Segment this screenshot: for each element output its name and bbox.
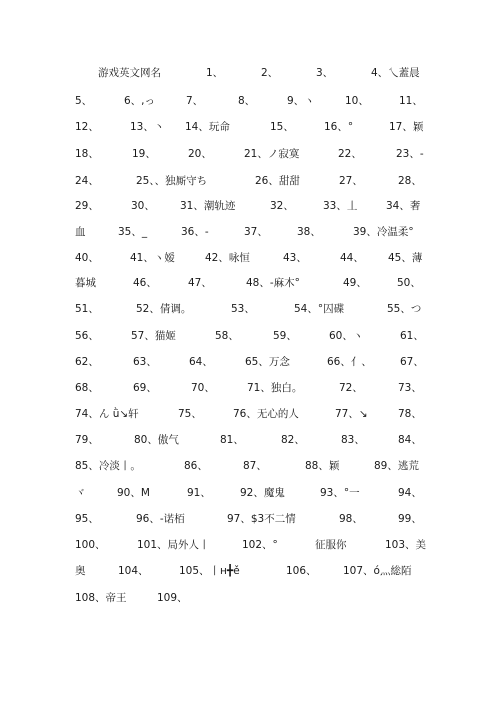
list-entry: 67、 — [400, 356, 424, 368]
text-line — [0, 171, 500, 191]
text-line — [0, 196, 500, 216]
text-line — [0, 378, 500, 398]
list-entry: 19、 — [132, 148, 156, 160]
list-entry: 47、 — [188, 277, 212, 289]
list-entry: 108、帝王 — [75, 592, 127, 604]
list-entry: 18、 — [75, 148, 99, 160]
list-entry: 7、 — [186, 95, 204, 107]
list-entry: 85、冷淡丨。 — [75, 460, 141, 472]
list-entry: 30、 — [131, 200, 155, 212]
list-entry: 1、 — [206, 67, 224, 79]
list-entry: 20、 — [188, 148, 212, 160]
list-entry: 33、丄 — [323, 200, 358, 212]
text-line — [0, 63, 500, 83]
list-entry: 63、 — [133, 356, 157, 368]
list-entry: 56、 — [75, 330, 99, 342]
list-entry: 107、ó灬総陌 — [343, 565, 412, 577]
list-entry: 6、,っ — [124, 95, 156, 107]
list-entry: 61、 — [400, 330, 424, 342]
text-line — [0, 273, 500, 293]
list-entry: 52、倩调。 — [136, 303, 192, 315]
list-entry: 44、 — [340, 252, 364, 264]
list-entry: 39、冷温柔° — [353, 226, 414, 238]
text-line — [0, 326, 500, 346]
list-entry: 72、 — [339, 382, 363, 394]
list-entry: 36、- — [181, 226, 209, 238]
list-entry: 53、 — [231, 303, 255, 315]
text-line — [0, 404, 500, 424]
list-entry: 8、 — [238, 95, 256, 107]
list-entry: 86、 — [184, 460, 208, 472]
list-entry: 83、 — [341, 434, 365, 446]
list-entry: 94、 — [398, 487, 422, 499]
list-entry: 96、-诺栢 — [136, 513, 185, 525]
list-entry: 93、°一 — [320, 487, 360, 499]
text-line — [0, 483, 500, 503]
list-entry: 80、傲气 — [134, 434, 179, 446]
list-entry: 58、 — [215, 330, 239, 342]
list-entry: 32、 — [270, 200, 294, 212]
list-entry: 90、M — [117, 487, 150, 499]
list-entry: 38、 — [297, 226, 321, 238]
list-entry: 78、 — [398, 408, 422, 420]
text-line — [0, 222, 500, 242]
document-title: 游戏英文网名 — [98, 67, 161, 79]
list-entry: 57、猫姬 — [131, 330, 176, 342]
list-entry: 88、颖 — [305, 460, 340, 472]
list-entry: 3、 — [316, 67, 334, 79]
list-entry: 77、↘ — [335, 408, 368, 420]
list-entry: 87、 — [243, 460, 267, 472]
list-entry: 22、 — [338, 148, 362, 160]
list-entry: 104、 — [118, 565, 149, 577]
list-entry: 34、奢 — [386, 200, 421, 212]
list-entry: 45、薄 — [388, 252, 423, 264]
list-entry: 9、ヽ — [287, 95, 315, 107]
list-entry: 68、 — [75, 382, 99, 394]
list-entry: 100、 — [75, 539, 106, 551]
list-entry: 17、颖 — [389, 121, 424, 133]
list-entry: 46、 — [133, 277, 157, 289]
list-entry: 41、ヽ嫒 — [130, 252, 175, 264]
text-line — [0, 91, 500, 111]
list-entry: 48、-麻木° — [246, 277, 300, 289]
list-entry: 42、咏恒 — [205, 252, 250, 264]
text-line — [0, 352, 500, 372]
list-entry: 105、丨н╋ě — [179, 565, 240, 577]
list-entry: 29、 — [75, 200, 99, 212]
list-entry: 81、 — [220, 434, 244, 446]
list-entry: 43、 — [283, 252, 307, 264]
list-entry: 60、ヽ — [329, 330, 364, 342]
list-entry: 27、 — [339, 175, 363, 187]
list-entry: 74、ん ǜ↘轩 — [75, 408, 139, 420]
text-line — [0, 144, 500, 164]
list-entry: 101、局外人丨 — [137, 539, 210, 551]
list-entry: 69、 — [133, 382, 157, 394]
list-entry: 15、 — [270, 121, 294, 133]
list-entry: 25、、独厮守ち — [136, 175, 208, 187]
list-entry: 97、$3不二情 — [227, 513, 296, 525]
list-entry: 14、玩命 — [185, 121, 230, 133]
list-entry: 89、逃荒 — [374, 460, 419, 472]
list-entry: 98、 — [339, 513, 363, 525]
list-entry: 暮城 — [75, 277, 96, 289]
list-entry: 84、 — [398, 434, 422, 446]
list-entry: 2、 — [261, 67, 279, 79]
list-entry: 51、 — [75, 303, 99, 315]
list-entry: 59、 — [273, 330, 297, 342]
list-entry: 106、 — [286, 565, 317, 577]
list-entry: 血 — [75, 226, 86, 238]
list-entry: 10、 — [345, 95, 369, 107]
list-entry: 73、 — [398, 382, 422, 394]
text-line — [0, 456, 500, 476]
list-entry: 4、乀蓋晨 — [371, 67, 420, 79]
text-line — [0, 561, 500, 581]
list-entry: 12、 — [75, 121, 99, 133]
list-entry: 37、 — [244, 226, 268, 238]
list-entry: 35、_ — [118, 226, 148, 238]
list-entry: 28、 — [398, 175, 422, 187]
text-line — [0, 535, 500, 555]
list-entry: 40、 — [75, 252, 99, 264]
list-entry: ヾ — [75, 487, 86, 499]
list-entry: 21、ノ寂寞 — [244, 148, 300, 160]
list-entry: 16、° — [324, 121, 354, 133]
list-entry: 26、甜甜 — [255, 175, 300, 187]
list-entry: 24、 — [75, 175, 99, 187]
text-line — [0, 117, 500, 137]
list-entry: 65、万念 — [245, 356, 290, 368]
list-entry: 55、つ — [387, 303, 422, 315]
list-entry: 23、- — [396, 148, 424, 160]
list-entry: 62、 — [75, 356, 99, 368]
text-line — [0, 588, 500, 608]
text-line — [0, 299, 500, 319]
list-entry: 92、魔鬼 — [240, 487, 285, 499]
list-entry: 99、 — [398, 513, 422, 525]
list-entry: 103、美 — [385, 539, 427, 551]
list-entry: 95、 — [75, 513, 99, 525]
list-entry: 66、亻、 — [327, 356, 372, 368]
list-entry: 64、 — [189, 356, 213, 368]
list-entry: 31、潮轨迹 — [180, 200, 236, 212]
list-entry: 11、 — [399, 95, 423, 107]
list-entry: 5、 — [75, 95, 93, 107]
list-entry: 奥 — [75, 565, 86, 577]
list-entry: 征服你 — [315, 539, 347, 551]
text-line — [0, 509, 500, 529]
list-entry: 76、无心的人 — [233, 408, 299, 420]
list-entry: 82、 — [281, 434, 305, 446]
list-entry: 79、 — [75, 434, 99, 446]
list-entry: 102、° — [242, 539, 278, 551]
list-entry: 54、°囚碟 — [294, 303, 345, 315]
list-entry: 71、独白。 — [247, 382, 303, 394]
list-entry: 50、 — [397, 277, 421, 289]
text-line — [0, 430, 500, 450]
list-entry: 13、丶 — [130, 121, 165, 133]
list-entry: 91、 — [187, 487, 211, 499]
list-entry: 109、 — [157, 592, 188, 604]
list-entry: 49、 — [343, 277, 367, 289]
list-entry: 75、 — [178, 408, 202, 420]
text-line — [0, 248, 500, 268]
list-entry: 70、 — [191, 382, 215, 394]
